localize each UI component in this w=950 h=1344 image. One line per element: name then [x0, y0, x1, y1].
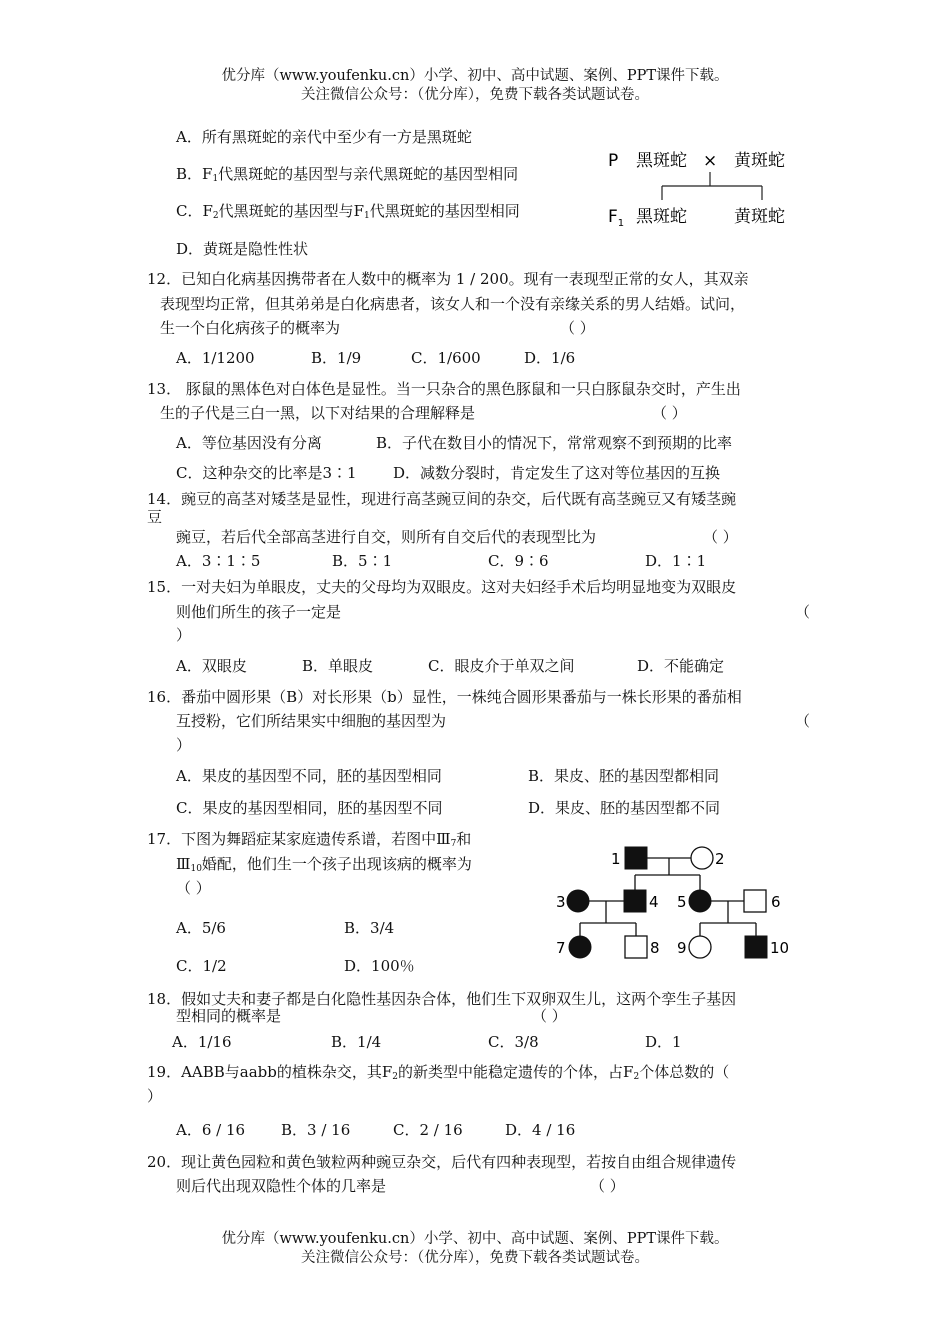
q15-option-b: B．单眼皮: [302, 657, 374, 675]
f1-label: $F_1$: [608, 207, 625, 229]
q17-option-a: A．5/6: [176, 919, 226, 937]
q12-option-b: B．1/9: [311, 349, 362, 367]
q13-option-a: A．等位基因没有分离: [176, 434, 322, 452]
header-line-2: 关注微信公众号：（优分库），免费下载各类试题试卷。: [301, 87, 649, 103]
pedigree-individual-5: [689, 890, 711, 912]
pedigree-label-6: 6: [771, 893, 781, 911]
q16-option-a: A．果皮的基因型不同，胚的基因型相同: [176, 767, 442, 785]
q16-option-d: D．果皮、胚的基因型都不同: [528, 799, 721, 817]
pedigree-label-2: 2: [715, 850, 725, 868]
q15-line-1: 15．一对夫妇为单眼皮，丈夫的父母均为双眼皮。这对夫妇经手术后均明显地变为双眼皮: [147, 578, 737, 596]
q11-option-d: D．黄斑是隐性性状: [176, 240, 309, 258]
pedigree-label-5: 5: [677, 893, 687, 911]
q12-line-1: 12．已知白化病基因携带者在人数中的概率为 1 / 200。现有一表现型正常的女人，其双亲: [147, 270, 749, 288]
q17-line-2: $Ⅲ_{10}$婚配，他们生一个孩子出现该病的概率为: [176, 855, 472, 874]
q14-option-d: D．1∶1: [645, 552, 707, 570]
q13-option-b: B．子代在数目小的情况下，常常观察不到预期的比率: [376, 434, 733, 452]
q18-option-c: C．3/8: [488, 1033, 539, 1051]
p-label: P: [608, 151, 619, 171]
q15-option-a: A．双眼皮: [176, 657, 247, 675]
q17-line-1: 17．下图为舞蹈症某家庭遗传系谱，若图中$Ⅲ_7$和: [147, 830, 472, 849]
q11-option-c: C．$F_2$代黑斑蛇的基因型与$F_1$代黑斑蛇的基因型相同: [176, 202, 520, 221]
q11-option-a: A．所有黑斑蛇的亲代中至少有一方是黑斑蛇: [176, 128, 472, 146]
q15-paren-open: （: [795, 603, 811, 621]
pedigree-individual-3: [567, 890, 589, 912]
q12-line-2: 表现型均正常，但其弟弟是白化病患者，该女人和一个没有亲缘关系的男人结婚。试问，: [160, 295, 746, 313]
q14-line-1: 14．豌豆的高茎对矮茎是显性，现进行高茎豌豆间的杂交，后代既有高茎豌豆又有矮茎豌: [147, 490, 737, 508]
q19-option-d: D．4 / 16: [505, 1121, 576, 1139]
q16-option-b: B．果皮、胚的基因型都相同: [528, 767, 720, 785]
q13-option-c: C．这种杂交的比率是3∶1: [176, 464, 357, 482]
q16-paren-close: ）: [176, 736, 192, 754]
q18-option-b: B．1/4: [331, 1033, 382, 1051]
q18-option-a: A．1/16: [172, 1033, 232, 1051]
q13-line-1: 13． 豚鼠的黑体色对白体色是显性。当一只杂合的黑色豚鼠和一只白豚鼠杂交时，产生出: [147, 380, 741, 398]
q13-option-d: D．减数分裂时，肯定发生了这对等位基因的互换: [393, 464, 721, 482]
q15-option-d: D．不能确定: [637, 657, 725, 675]
q17-option-d: D．100％: [344, 957, 415, 975]
q20-answer-paren: （ ）: [590, 1177, 625, 1195]
q13-answer-paren: （ ）: [652, 404, 687, 422]
q17-option-c: C．1/2: [176, 957, 227, 975]
pedigree-chart: [550, 838, 790, 968]
q18-answer-paren: （ ）: [532, 1007, 567, 1025]
pedigree-individual-4: [624, 890, 646, 912]
q12-option-d: D．1/6: [524, 349, 576, 367]
q14-option-b: B．5∶1: [332, 552, 393, 570]
q18-line-2: 型相同的概率是: [176, 1007, 282, 1025]
footer-line-2: 关注微信公众号：（优分库），免费下载各类试题试卷。: [301, 1250, 649, 1266]
q13-line-2: 生的子代是三白一黑，以下对结果的合理解释是: [160, 404, 476, 422]
pedigree-label-8: 8: [650, 939, 660, 957]
pedigree-label-1: 1: [611, 850, 621, 868]
f1-right: 黄斑蛇: [734, 207, 785, 227]
p-left: 黑斑蛇: [636, 151, 687, 171]
q19-line-2: ）: [147, 1087, 163, 1105]
pedigree-individual-8: [625, 936, 647, 958]
q12-answer-paren: （ ）: [560, 319, 595, 337]
q16-line-2: 互授粉，它们所结果实中细胞的基因型为: [176, 712, 447, 730]
pedigree-individual-7: [569, 936, 591, 958]
q15-line-2: 则他们所生的孩子一定是: [176, 603, 342, 621]
q19-option-c: C．2 / 16: [393, 1121, 463, 1139]
cross-symbol: ×: [703, 151, 718, 171]
p-right: 黄斑蛇: [734, 151, 785, 171]
f1-left: 黑斑蛇: [636, 207, 687, 227]
q14-line-2: 豌豆，若后代全部高茎进行自交，则所有自交后代的表现型比为: [176, 528, 597, 546]
q20-line-2: 则后代出现双隐性个体的几率是: [176, 1177, 387, 1195]
q15-paren-close: ）: [176, 626, 192, 644]
q14-option-a: A．3∶1∶5: [176, 552, 261, 570]
q19-option-a: A．6 / 16: [176, 1121, 246, 1139]
pedigree-individual-9: [689, 936, 711, 958]
q18-line-1: 18．假如丈夫和妻子都是白化隐性基因杂合体，他们生下双卵双生儿，这两个孪生子基因: [147, 990, 737, 1008]
pedigree-label-3: 3: [556, 893, 566, 911]
pedigree-individual-1: [625, 847, 647, 869]
q12-option-a: A．1/1200: [176, 349, 255, 367]
pedigree-label-4: 4: [649, 893, 659, 911]
q14-option-c: C．9∶6: [488, 552, 549, 570]
q15-option-c: C．眼皮介于单双之间: [428, 657, 575, 675]
q19-line-1: 19．AABB与aabb的植株杂交，其$F_2$的新类型中能稳定遗传的个体，占$F_2$个体总数的（: [147, 1063, 730, 1082]
q18-option-d: D．1: [645, 1033, 682, 1051]
header-line-1: 优分库（www.youfenku.cn）小学、初中、高中试题、案例、PPT课件下载。: [221, 68, 729, 84]
pedigree-individual-6: [744, 890, 766, 912]
q17-option-b: B．3/4: [344, 919, 395, 937]
pedigree-label-9: 9: [677, 939, 687, 957]
q14-line-1-wrap: 豆: [147, 508, 163, 526]
q20-line-1: 20．现让黄色园粒和黄色皱粒两种豌豆杂交，后代有四种表现型，若按自由组合规律遗传: [147, 1153, 737, 1171]
q14-answer-paren: （ ）: [703, 528, 738, 546]
pedigree-individual-10: [745, 936, 767, 958]
q11-option-b: B．$F_1$代黑斑蛇的基因型与亲代黑斑蛇的基因型相同: [176, 165, 519, 184]
pedigree-label-10: 10: [770, 939, 790, 957]
q16-paren-open: （: [795, 712, 811, 730]
pedigree-label-7: 7: [556, 939, 566, 957]
q12-line-3: 生一个白化病孩子的概率为: [160, 319, 341, 337]
q16-line-1: 16．番茄中圆形果（B）对长形果（b）显性，一株纯合圆形果番茄与一株长形果的番茄相: [147, 688, 742, 706]
pedigree-individual-2: [691, 847, 713, 869]
q12-option-c: C．1/600: [411, 349, 481, 367]
snake-cross-diagram: [600, 142, 800, 234]
footer-line-1: 优分库（www.youfenku.cn）小学、初中、高中试题、案例、PPT课件下载。: [221, 1231, 729, 1247]
q17-answer-paren: （ ）: [176, 879, 211, 897]
q19-option-b: B．3 / 16: [281, 1121, 351, 1139]
q16-option-c: C．果皮的基因型相同，胚的基因型不同: [176, 799, 443, 817]
